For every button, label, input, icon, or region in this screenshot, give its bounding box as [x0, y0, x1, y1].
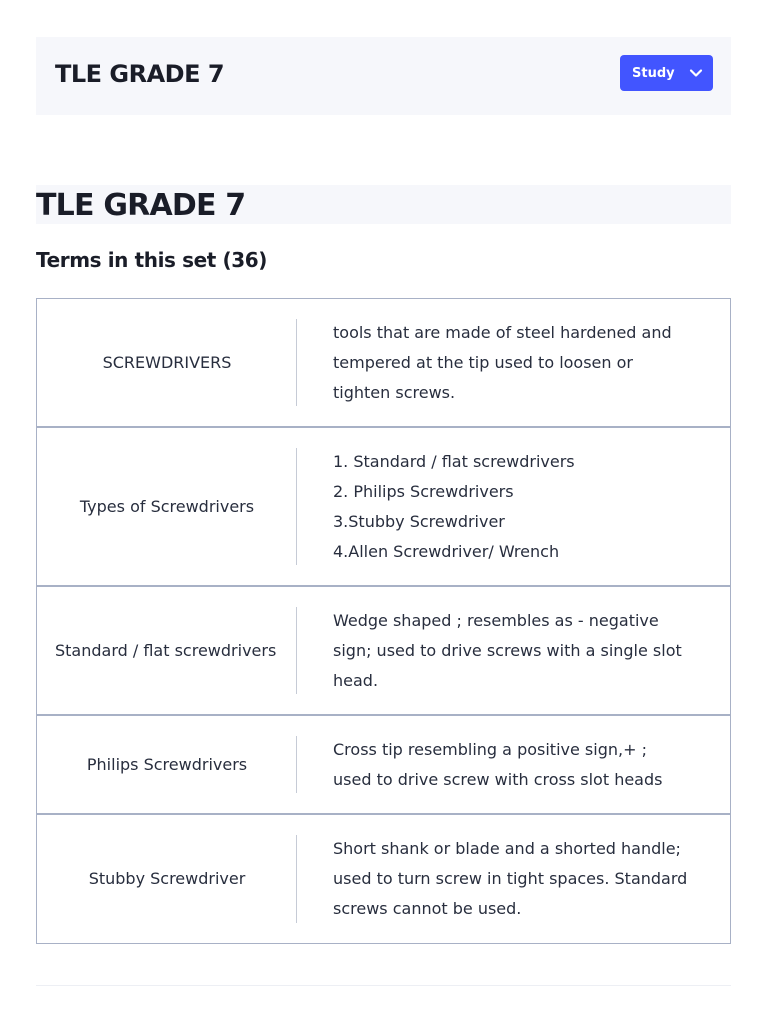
term-text: Philips Screwdrivers	[86, 754, 248, 774]
divider	[296, 607, 297, 694]
definition-text: Wedge shaped ; resembles as - negative sign; used to drive screws with a single slot head.	[333, 611, 682, 690]
page-title: TLE GRADE 7	[36, 188, 246, 223]
divider	[296, 736, 297, 793]
term-text: SCREWDRIVERS	[102, 352, 232, 372]
header-bar	[36, 37, 731, 115]
term-text: Types of Screwdrivers	[79, 496, 255, 516]
header-title: TLE GRADE 7	[55, 60, 225, 88]
term-text: Stubby Screwdriver	[88, 869, 246, 888]
terms-table	[36, 298, 731, 944]
term-text: Standard / flat screwdrivers	[55, 640, 277, 660]
divider	[296, 448, 297, 565]
definition-text: Short shank or blade and a shorted handle; used to turn screw in tight spaces. Standard screws cannot be used.	[333, 839, 688, 918]
page-title-band	[36, 185, 731, 224]
definition-text: 1. Standard / flat screwdrivers 2. Philips Screwdrivers 3.Stubby Screwdriver 4.Allen Screwdriver/ Wrench	[333, 452, 575, 561]
term-row	[37, 299, 730, 428]
term-row	[37, 428, 730, 587]
term-row	[37, 587, 730, 716]
term-row	[37, 815, 730, 944]
terms-heading: Terms in this set (36)	[36, 248, 268, 272]
definition-text: tools that are made of steel hardened and tempered at the tip used to loosen or tighten screws.	[333, 323, 672, 402]
study-button[interactable]	[620, 55, 713, 91]
term-row	[37, 716, 730, 815]
study-button-label: Study	[632, 65, 675, 81]
footer-divider	[36, 985, 731, 986]
divider	[296, 835, 297, 923]
definition-text: Cross tip resembling a positive sign,+ ; used to drive screw with cross slot heads	[333, 740, 663, 789]
chevron-down-icon	[689, 66, 703, 80]
divider	[296, 319, 297, 406]
